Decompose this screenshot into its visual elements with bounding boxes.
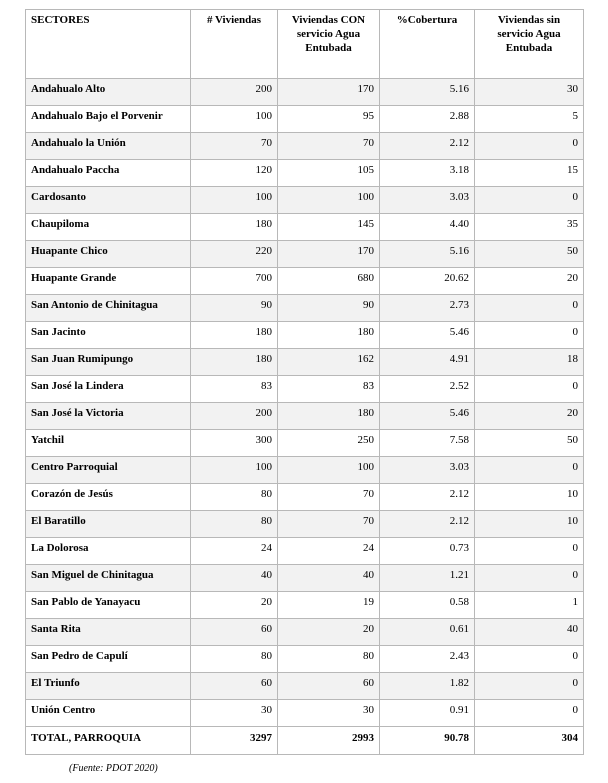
con-servicio-cell: 60: [278, 673, 380, 700]
total-viviendas: 3297: [191, 727, 278, 755]
sector-name: El Triunfo: [26, 673, 191, 700]
sin-servicio-cell: 20: [475, 403, 584, 430]
cobertura-cell: 5.16: [380, 241, 475, 268]
viviendas-cell: 100: [191, 187, 278, 214]
cobertura-cell: 5.16: [380, 79, 475, 106]
table-row: [26, 376, 584, 403]
table-row: [26, 511, 584, 538]
sector-name: Cardosanto: [26, 187, 191, 214]
sector-name: El Baratillo: [26, 511, 191, 538]
sector-name: San Juan Rumipungo: [26, 349, 191, 376]
table-row: [26, 160, 584, 187]
header-viviendas-sin-servicio: Viviendas sin servicio Agua Entubada: [475, 10, 584, 79]
viviendas-cell: 180: [191, 214, 278, 241]
cobertura-cell: 5.46: [380, 403, 475, 430]
table-body: [26, 79, 584, 727]
con-servicio-cell: 70: [278, 484, 380, 511]
sin-servicio-cell: 0: [475, 322, 584, 349]
cobertura-cell: 20.62: [380, 268, 475, 295]
con-servicio-cell: 100: [278, 457, 380, 484]
sector-name: Chaupiloma: [26, 214, 191, 241]
cobertura-cell: 3.18: [380, 160, 475, 187]
viviendas-cell: 200: [191, 79, 278, 106]
sin-servicio-cell: 50: [475, 430, 584, 457]
sector-name: San Antonio de Chinitagua: [26, 295, 191, 322]
sector-name: Unión Centro: [26, 700, 191, 727]
sin-servicio-cell: 0: [475, 133, 584, 160]
viviendas-cell: 20: [191, 592, 278, 619]
con-servicio-cell: 24: [278, 538, 380, 565]
cobertura-cell: 2.88: [380, 106, 475, 133]
con-servicio-cell: 95: [278, 106, 380, 133]
table-row: [26, 268, 584, 295]
coverage-table: [25, 9, 584, 755]
con-servicio-cell: 680: [278, 268, 380, 295]
viviendas-cell: 180: [191, 322, 278, 349]
viviendas-cell: 120: [191, 160, 278, 187]
sector-name: San José la Lindera: [26, 376, 191, 403]
table-row: [26, 673, 584, 700]
viviendas-cell: 180: [191, 349, 278, 376]
cobertura-cell: 1.82: [380, 673, 475, 700]
sector-name: San Jacinto: [26, 322, 191, 349]
con-servicio-cell: 145: [278, 214, 380, 241]
cobertura-cell: 4.40: [380, 214, 475, 241]
table-row: [26, 322, 584, 349]
con-servicio-cell: 80: [278, 646, 380, 673]
sector-name: San Pablo de Yanayacu: [26, 592, 191, 619]
con-servicio-cell: 19: [278, 592, 380, 619]
total-cobertura: 90.78: [380, 727, 475, 755]
viviendas-cell: 200: [191, 403, 278, 430]
cobertura-cell: 0.58: [380, 592, 475, 619]
sin-servicio-cell: 0: [475, 295, 584, 322]
cobertura-cell: 0.73: [380, 538, 475, 565]
sin-servicio-cell: 0: [475, 565, 584, 592]
sin-servicio-cell: 5: [475, 106, 584, 133]
cobertura-cell: 2.73: [380, 295, 475, 322]
con-servicio-cell: 170: [278, 241, 380, 268]
sin-servicio-cell: 40: [475, 619, 584, 646]
table-row: [26, 79, 584, 106]
viviendas-cell: 60: [191, 673, 278, 700]
viviendas-cell: 40: [191, 565, 278, 592]
table-row: [26, 457, 584, 484]
viviendas-cell: 30: [191, 700, 278, 727]
total-con-servicio: 2993: [278, 727, 380, 755]
table-row: [26, 592, 584, 619]
source-note: (Fuente: PDOT 2020): [69, 763, 158, 774]
sin-servicio-cell: 15: [475, 160, 584, 187]
header-viviendas: # Viviendas: [191, 10, 278, 79]
sector-name: Huapante Chico: [26, 241, 191, 268]
viviendas-cell: 80: [191, 484, 278, 511]
con-servicio-cell: 180: [278, 403, 380, 430]
con-servicio-cell: 90: [278, 295, 380, 322]
table-row: [26, 430, 584, 457]
table-row: [26, 484, 584, 511]
sector-name: San José la Victoria: [26, 403, 191, 430]
viviendas-cell: 220: [191, 241, 278, 268]
header-sectores: SECTORES: [26, 10, 191, 79]
sin-servicio-cell: 0: [475, 376, 584, 403]
sector-name: Corazón de Jesús: [26, 484, 191, 511]
table-row: [26, 349, 584, 376]
con-servicio-cell: 250: [278, 430, 380, 457]
viviendas-cell: 80: [191, 511, 278, 538]
table-row: [26, 646, 584, 673]
cobertura-cell: 0.91: [380, 700, 475, 727]
cobertura-cell: 2.12: [380, 511, 475, 538]
sector-name: Andahualo la Unión: [26, 133, 191, 160]
con-servicio-cell: 70: [278, 511, 380, 538]
con-servicio-cell: 40: [278, 565, 380, 592]
viviendas-cell: 70: [191, 133, 278, 160]
cobertura-cell: 2.12: [380, 484, 475, 511]
table-row: [26, 187, 584, 214]
cobertura-cell: 2.12: [380, 133, 475, 160]
table-row: [26, 538, 584, 565]
header-cobertura: %Cobertura: [380, 10, 475, 79]
table-row: [26, 403, 584, 430]
table-row: [26, 214, 584, 241]
con-servicio-cell: 162: [278, 349, 380, 376]
cobertura-cell: 7.58: [380, 430, 475, 457]
con-servicio-cell: 30: [278, 700, 380, 727]
con-servicio-cell: 70: [278, 133, 380, 160]
cobertura-cell: 0.61: [380, 619, 475, 646]
con-servicio-cell: 100: [278, 187, 380, 214]
cobertura-cell: 5.46: [380, 322, 475, 349]
sin-servicio-cell: 10: [475, 511, 584, 538]
viviendas-cell: 700: [191, 268, 278, 295]
con-servicio-cell: 20: [278, 619, 380, 646]
viviendas-cell: 24: [191, 538, 278, 565]
total-sin-servicio: 304: [475, 727, 584, 755]
cobertura-cell: 2.43: [380, 646, 475, 673]
sin-servicio-cell: 0: [475, 700, 584, 727]
cobertura-cell: 2.52: [380, 376, 475, 403]
sector-name: Andahualo Alto: [26, 79, 191, 106]
sector-name: Centro Parroquial: [26, 457, 191, 484]
sector-name: San Miguel de Chinitagua: [26, 565, 191, 592]
sin-servicio-cell: 50: [475, 241, 584, 268]
sin-servicio-cell: 18: [475, 349, 584, 376]
sector-name: Yatchil: [26, 430, 191, 457]
table-row: [26, 106, 584, 133]
con-servicio-cell: 170: [278, 79, 380, 106]
sin-servicio-cell: 0: [475, 646, 584, 673]
viviendas-cell: 100: [191, 457, 278, 484]
sin-servicio-cell: 35: [475, 214, 584, 241]
viviendas-cell: 90: [191, 295, 278, 322]
total-label: TOTAL, PARROQUIA: [26, 727, 191, 755]
cobertura-cell: 1.21: [380, 565, 475, 592]
header-viviendas-con-servicio: Viviendas CON servicio Agua Entubada: [278, 10, 380, 79]
sin-servicio-cell: 30: [475, 79, 584, 106]
table-row: [26, 700, 584, 727]
sector-name: Huapante Grande: [26, 268, 191, 295]
sin-servicio-cell: 0: [475, 538, 584, 565]
viviendas-cell: 60: [191, 619, 278, 646]
con-servicio-cell: 180: [278, 322, 380, 349]
sin-servicio-cell: 10: [475, 484, 584, 511]
cobertura-cell: 3.03: [380, 457, 475, 484]
sin-servicio-cell: 1: [475, 592, 584, 619]
sin-servicio-cell: 0: [475, 187, 584, 214]
table-header-row: [26, 10, 584, 79]
con-servicio-cell: 105: [278, 160, 380, 187]
viviendas-cell: 80: [191, 646, 278, 673]
sin-servicio-cell: 20: [475, 268, 584, 295]
sector-name: Santa Rita: [26, 619, 191, 646]
viviendas-cell: 100: [191, 106, 278, 133]
viviendas-cell: 300: [191, 430, 278, 457]
sector-name: Andahualo Paccha: [26, 160, 191, 187]
con-servicio-cell: 83: [278, 376, 380, 403]
table-row: [26, 241, 584, 268]
total-row: [26, 727, 584, 755]
table-row: [26, 295, 584, 322]
sector-name: La Dolorosa: [26, 538, 191, 565]
table-row: [26, 565, 584, 592]
table-row: [26, 619, 584, 646]
sin-servicio-cell: 0: [475, 673, 584, 700]
cobertura-cell: 4.91: [380, 349, 475, 376]
cobertura-cell: 3.03: [380, 187, 475, 214]
sin-servicio-cell: 0: [475, 457, 584, 484]
viviendas-cell: 83: [191, 376, 278, 403]
table-row: [26, 133, 584, 160]
sector-name: Andahualo Bajo el Porvenir: [26, 106, 191, 133]
sector-name: San Pedro de Capulí: [26, 646, 191, 673]
